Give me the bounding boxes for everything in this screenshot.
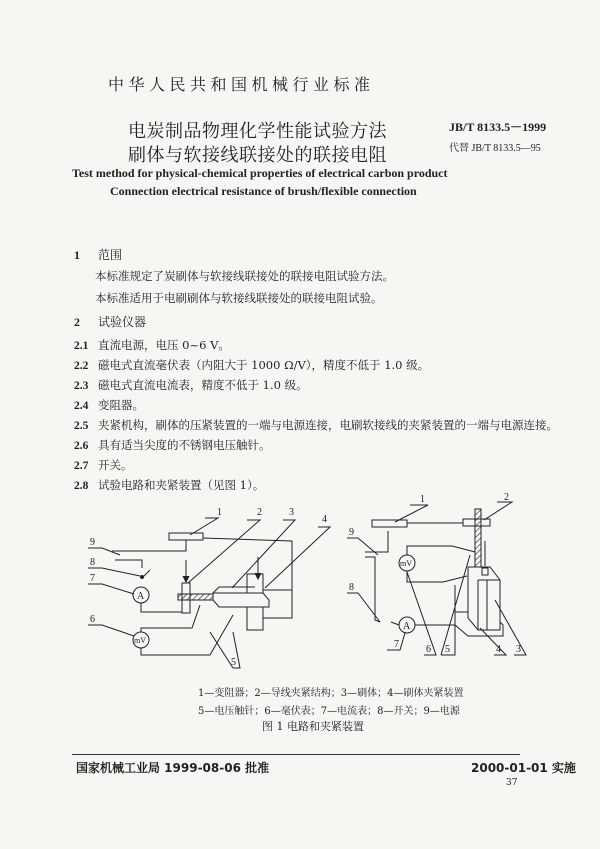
callout-3: 3	[516, 644, 521, 655]
ammeter-symbol: A	[403, 621, 411, 632]
item-text: 具有适当尖度的不锈钢电压触针。	[98, 438, 271, 452]
title-en-line1: Test method for physical-chemical properties of electrical carbon product	[72, 166, 448, 180]
item-number: 2.8	[74, 480, 89, 492]
callout-8: 8	[90, 557, 95, 568]
replaces-note: 代替 JB/T 8133.5—95	[449, 143, 541, 154]
section-title: 试验仪器	[98, 315, 147, 329]
title-cn-line2: 刷体与软接线联接处的联接电阻	[128, 145, 387, 166]
item-text: 夹紧机构，刷体的压紧装置的一端与电源连接，电刷软接线的夹紧装置的一端与电源连接。	[98, 418, 558, 432]
item-number: 2.7	[74, 460, 89, 472]
callout-4: 4	[496, 644, 501, 655]
callout-1: 1	[217, 507, 222, 518]
callout-4: 4	[322, 514, 327, 525]
left-diagram	[88, 507, 330, 668]
section-number: 2	[74, 315, 80, 329]
item-number: 2.4	[74, 400, 89, 412]
callout-6: 6	[90, 614, 95, 625]
callout-2: 2	[257, 507, 262, 518]
paragraph: 本标准规定了炭刷体与软接线联接处的联接电阻试验方法。	[95, 269, 394, 283]
item-text: 开关。	[98, 458, 133, 472]
figure-legend-line2: 5—电压触针；6—毫伏表；7—电流表；8—开关；9—电源	[198, 706, 460, 717]
callout-3: 3	[289, 507, 294, 518]
section-title: 范围	[98, 248, 123, 262]
callout-9: 9	[349, 527, 354, 538]
paragraph: 本标准适用于电刷刷体与软接线联接处的联接电阻试验。	[95, 291, 383, 305]
standard-category: 中华人民共和国机械行业标准	[108, 75, 375, 94]
callout-8: 8	[349, 582, 354, 593]
callout-9: 9	[90, 537, 95, 548]
page-number: 37	[506, 778, 518, 788]
figure-legend-line1: 1—变阻器；2—导线夹紧结构；3—刷体；4—刷体夹紧装置	[198, 688, 464, 699]
millivoltmeter-symbol: mV	[400, 559, 412, 568]
item-text: 变阻器。	[98, 398, 144, 412]
footer-divider	[72, 754, 520, 755]
ammeter-symbol: A	[137, 591, 145, 602]
section-number: 1	[74, 248, 80, 262]
effective-date: 2000-01-01 实施	[471, 761, 576, 775]
item-text: 直流电源，电压 0~6 V。	[98, 338, 230, 352]
callout-7: 7	[394, 639, 399, 650]
callout-7: 7	[90, 573, 95, 584]
millivoltmeter-symbol: mV	[134, 636, 146, 645]
title-en-line2: Connection electrical resistance of brush/flexible connection	[110, 184, 417, 198]
item-text: 磁电式直流电流表，精度不低于 1.0 级。	[98, 378, 308, 392]
callout-6: 6	[426, 644, 431, 655]
item-text: 试验电路和夹紧装置（见图 1）。	[98, 478, 265, 492]
item-number: 2.6	[74, 440, 89, 452]
rheostat	[169, 533, 203, 540]
item-number: 2.3	[74, 380, 89, 392]
title-cn-line1: 电炭制品物理化学性能试验方法	[128, 121, 387, 142]
right-diagram	[347, 492, 526, 655]
callout-5: 5	[445, 644, 450, 655]
approval-date: 国家机械工业局 1999-08-06 批准	[76, 761, 270, 775]
figure-caption: 图 1 电路和夹紧装置	[262, 720, 364, 733]
standard-number: JB/T 8133.5－1999	[449, 120, 547, 134]
item-number: 2.1	[74, 340, 89, 352]
rheostat	[372, 520, 407, 527]
item-number: 2.5	[74, 420, 89, 432]
callout-2: 2	[504, 492, 509, 503]
item-number: 2.2	[74, 360, 89, 372]
callout-1: 1	[420, 494, 425, 505]
item-text: 磁电式直流毫伏表（内阻大于 1000 Ω/V），精度不低于 1.0 级。	[98, 358, 430, 372]
callout-5: 5	[231, 657, 236, 668]
